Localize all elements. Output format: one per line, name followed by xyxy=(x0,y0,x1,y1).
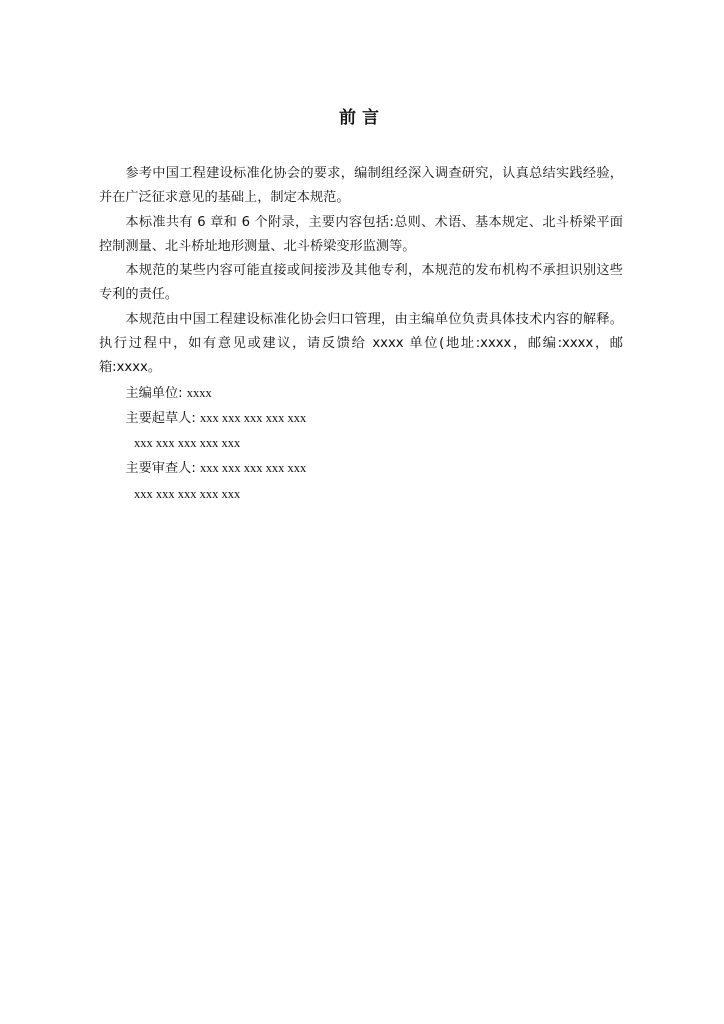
reviewers-line xyxy=(99,456,623,481)
drafters-label: 主要起草人: xyxy=(125,410,196,426)
paragraph-requirements: 参考中国工程建设标准化协会的要求，编制组经深入调查研究，认真总结实践经验，并在广泛征求意见的基础上，制定本规范。 xyxy=(99,166,623,206)
chief-unit-value: xxxx xyxy=(186,385,212,400)
drafters-names-continued: xxx xxx xxx xxx xxx xyxy=(134,436,241,451)
page-title: 前言 xyxy=(339,108,385,128)
chief-unit-label: 主编单位: xyxy=(125,385,183,401)
preface-body xyxy=(99,162,623,507)
reviewers-names-continued: xxx xxx xxx xxx xxx xyxy=(134,486,241,501)
paragraph-contents: 本标准共有 6 章和 6 个附录，主要内容包括:总则、术语、基本规定、北斗桥梁平面控制测量、北斗桥址地形测量、北斗桥梁变形监测等。 xyxy=(99,214,623,254)
drafters-names: xxx xxx xxx xxx xxx xyxy=(199,410,307,425)
drafters-line xyxy=(99,406,623,431)
reviewers-names: xxx xxx xxx xxx xxx xyxy=(199,461,307,476)
reviewers-label: 主要审查人: xyxy=(125,461,196,477)
chief-unit-line xyxy=(99,381,623,406)
paragraph-management: 本规范由中国工程建设标准化协会归口管理，由主编单位负责具体技术内容的解释。执行过程中，如有意见或建议，请反馈给 xxxx 单位(地址:xxxx，邮编:xxxx，邮箱:xxxx。 xyxy=(99,311,623,376)
paragraph-patents: 本规范的某些内容可能直接或间接涉及其他专利，本规范的发布机构不承担识别这些专利的责任。 xyxy=(99,263,623,303)
